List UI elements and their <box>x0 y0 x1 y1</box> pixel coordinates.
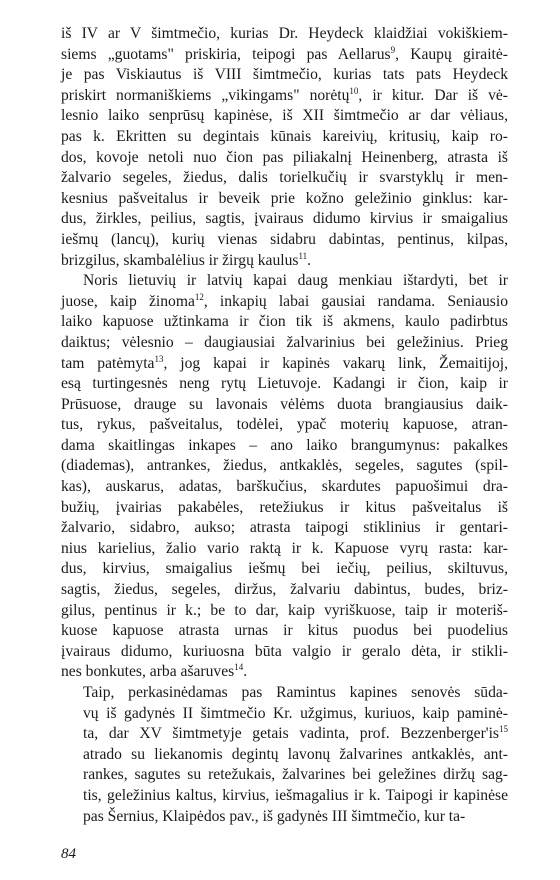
text-line <box>61 662 508 683</box>
line-text: Prūsuose, drauge su lavonais vėlėms duota brangiausius daik- <box>61 395 508 413</box>
text-line <box>61 456 508 477</box>
line-text: siems „guotams" priskiria, teipogi pas Aellarus <box>61 45 391 63</box>
line-text: tam patėmyta <box>61 354 155 372</box>
line-text: kesnius pašveitalus ir beveik prie kožno geležinio ginklus: kar- <box>61 189 508 207</box>
text-line <box>61 24 508 45</box>
line-text: , jog kapai ir kapinės vakarų link, Žemaitijoj, <box>163 354 509 372</box>
line-text: ta, dar XV šimtmetyje getais vadinta, prof. Bezzenberger'is <box>83 725 499 743</box>
line-text: žalvario, sidabro, aukso; atrasta taipogi stiklinius ir gentari- <box>61 519 508 537</box>
text-line <box>61 642 508 663</box>
text-line <box>61 354 508 375</box>
line-text: daiktus; vėlesnio – daugiausiai žalvarinius bei geležinius. Prieg <box>61 333 508 351</box>
text-line <box>61 312 508 333</box>
footnote-ref: 15 <box>499 724 508 735</box>
line-text: dus, kirvius, smaigalius iešmų bei iečių, peilius, skiltuvus, <box>61 560 508 578</box>
text-line <box>61 45 508 66</box>
line-text: tus, rykus, pašveitalus, todėlei, ypač moterių kapuose, atran- <box>61 416 508 434</box>
text-line <box>61 292 508 313</box>
line-text: priskirt normaniškiems „vikingams" norėtų <box>61 86 350 104</box>
line-text: nes bonkutes, arba ašaruves <box>61 663 235 681</box>
line-text: je pas Viskiautus iš VIII šimtmečio, kurias tats pats Heydeck <box>61 66 508 84</box>
line-text: sagtis, žiedus, segeles, diržus, žalvariu dabintus, budes, briz- <box>61 581 508 599</box>
text-line <box>61 786 508 807</box>
text-line <box>61 498 508 519</box>
line-text: iš IV ar V šimtmečio, kurias Dr. Heydeck klaidžiai vokiškiem- <box>61 25 508 42</box>
text-line <box>61 765 508 786</box>
line-text: dama skaitlingas inkapes – ano laiko brangumynus: pakalkes <box>61 436 508 454</box>
line-text: pas k. Ekritten su degintais kūnais kareivių, kritusių, kaip ro- <box>61 127 508 145</box>
text-line <box>61 230 508 251</box>
text-line <box>61 724 508 745</box>
text-line <box>61 704 508 725</box>
text-line <box>61 415 508 436</box>
line-text: brizgilus, skambalėlius ir žirgų kaulus <box>61 251 299 269</box>
page-number: 84 <box>61 846 76 862</box>
text-line <box>61 518 508 539</box>
text-line <box>61 436 508 457</box>
line-text: bužių, įvairias pakabėles, retežiukus ir kitus pašveitalus iš <box>61 498 508 516</box>
footnote-ref: 13 <box>154 353 164 364</box>
text-line <box>61 580 508 601</box>
footnote-ref: 11 <box>298 250 308 261</box>
paragraph <box>61 271 508 683</box>
text-line <box>61 251 508 272</box>
line-text: juose, kaip žinoma <box>61 292 195 310</box>
line-text: lesnio laiko senprūsų kapinėse, iš XII šimtmečio ar dar vėliaus, <box>61 107 508 125</box>
footnote-ref: 9 <box>390 44 396 55</box>
line-text: kuose kapuose atrasta urnas ir kitus puodus bei puodelius <box>61 622 508 640</box>
line-text: . <box>243 663 248 681</box>
line-text: nius karielius, žalio vario raktą ir k. Kapuose vyrų rasta: kar- <box>61 539 508 557</box>
text-line <box>61 374 508 395</box>
text-line <box>61 86 508 107</box>
line-text: įvairaus didumo, kuriuosna būta valgio ir geralo dėta, ir stikli- <box>61 642 508 660</box>
text-line <box>61 559 508 580</box>
line-text: Noris lietuvių ir latvių kapai daug menkiau ištardyti, bet ir <box>83 272 508 290</box>
line-text: iešmų (lancų), kurių vienas sidabru dabintas, pentinus, kilpas, <box>61 230 508 248</box>
page-text <box>61 24 508 827</box>
text-line <box>61 477 508 498</box>
footnote-ref: 14 <box>234 662 244 673</box>
text-line <box>61 65 508 86</box>
text-line <box>61 745 508 766</box>
line-text: tis, geležinius kaltus, kirvius, iešmagalius ir k. Taipogi ir kapinėse <box>83 786 508 804</box>
footnote-ref: 10 <box>349 85 359 96</box>
line-text: , ir kitur. Dar iš vė- <box>358 86 509 104</box>
line-text: . <box>307 251 312 269</box>
line-text: žalvario segeles, žiedus, dalis torielkučių ir svarstyklų ir men- <box>61 169 508 187</box>
text-line <box>61 209 508 230</box>
line-text: dos, kovoje netoli nuo čion pas piliakalnį Heinenberg, atrasta iš <box>61 148 508 166</box>
text-line <box>61 601 508 622</box>
text-line <box>61 271 508 292</box>
line-text: Taip, perkasinėdamas pas Ramintus kapines senovės sūda- <box>83 684 508 701</box>
line-text: atrado su liekanomis degintų lavonų žalvarines antkaklės, ant- <box>83 745 508 763</box>
text-line <box>61 106 508 127</box>
line-text: , inkapių labai gausiai randama. Seniausio <box>203 292 509 310</box>
line-text: kas), auskarus, adatas, barškučius, skardutes papuošimui dra- <box>61 478 508 496</box>
line-text: laiko kapuose užtinkama ir čion tik iš akmens, kaulo padirbtus <box>61 313 508 331</box>
line-text: , Kaupų giraitė- <box>395 45 508 63</box>
paragraph <box>61 683 508 827</box>
line-text: dus, žirkles, peilius, sagtis, įvairaus didumo kirvius ir smaigalius <box>61 210 508 228</box>
text-line <box>61 807 508 828</box>
line-text: vų iš gadynės II šimtmečio Kr. užgimus, kuriuos, kaip paminė- <box>83 704 508 722</box>
line-text: (diademas), antrankes, žiedus, antkaklės, segeles, sagutes (spil- <box>61 457 508 475</box>
text-line <box>61 148 508 169</box>
paragraph <box>61 24 508 271</box>
footnote-ref: 12 <box>194 291 204 302</box>
line-text: gilus, pentinus ir k.; be to dar, kaip vyriškuose, taip ir moteriš- <box>61 601 508 619</box>
text-line <box>61 395 508 416</box>
text-line <box>61 621 508 642</box>
line-text: esą turtingesnės neng rytų Lietuvoje. Kadangi ir čion, kaip ir <box>61 375 508 393</box>
line-text: pas Šernius, Klaipėdos pav., iš gadynės III šimtmečio, kur ta- <box>83 807 466 825</box>
text-line <box>61 189 508 210</box>
text-line <box>61 333 508 354</box>
text-line <box>61 683 508 704</box>
text-line <box>61 127 508 148</box>
line-text: rankes, sagutes su retežukais, žalvarines bei geležines diržų sag- <box>83 766 508 784</box>
text-line <box>61 539 508 560</box>
text-line <box>61 168 508 189</box>
